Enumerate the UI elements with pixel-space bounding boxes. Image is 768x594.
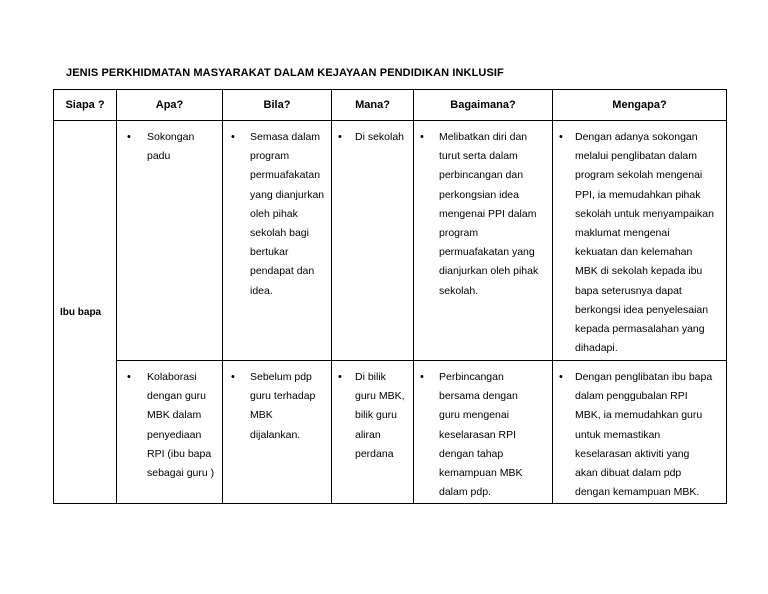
services-table bbox=[53, 89, 727, 504]
table-row bbox=[54, 121, 727, 361]
header-mengapa: Mengapa? bbox=[553, 90, 727, 121]
cell-text: Sokongan padu bbox=[147, 131, 195, 163]
cell-mengapa bbox=[553, 121, 727, 361]
document-title: JENIS PERKHIDMATAN MASYARAKAT DALAM KEJAYAAN PENDIDIKAN INKLUSIF bbox=[66, 67, 504, 79]
cell-text: Di sekolah bbox=[355, 131, 405, 143]
header-bila: Bila? bbox=[223, 90, 332, 121]
cell-apa bbox=[117, 361, 223, 504]
bullet-icon: • bbox=[127, 131, 131, 143]
cell-text: Sebelum pdp guru terhadap MBK dijalankan. bbox=[250, 371, 316, 441]
bullet-icon: • bbox=[231, 371, 235, 383]
header-bagaimana: Bagaimana? bbox=[414, 90, 553, 121]
bullet-icon: • bbox=[338, 131, 342, 143]
cell-bagaimana bbox=[414, 121, 553, 361]
cell-text: Semasa dalam program permuafakatan yang dianjurkan oleh pihak sekolah bagi bertukar pendapat dan idea. bbox=[250, 131, 325, 297]
cell-text: Dengan penglibatan ibu bapa dalam penggubalan RPI MBK, ia memudahkan guru untuk memastikan keselarasan aktiviti yang akan dibuat dalam pdp dengan kemampuan MBK. bbox=[575, 371, 713, 499]
bullet-icon: • bbox=[559, 131, 563, 143]
bullet-icon: • bbox=[231, 131, 235, 143]
cell-bila bbox=[223, 121, 332, 361]
cell-text: Dengan adanya sokongan melalui penglibatan dalam program sekolah mengenai PPI, ia memudahkan pihak sekolah untuk menyampaikan maklumat mengenai kekuatan dan kelemahan MBK di sekolah kepada ibu bapa seterusnya dapat berkongsi idea penyelesaian kepada permasalahan yang dihadapi. bbox=[575, 131, 714, 355]
header-apa: Apa? bbox=[117, 90, 223, 121]
cell-text: Perbincangan bersama dengan guru mengenai keselarasan RPI dengan tahap kemampuan MBK dalam pdp. bbox=[439, 371, 523, 499]
cell-text: Di bilik guru MBK, bilik guru aliran perdana bbox=[355, 371, 405, 460]
cell-apa bbox=[117, 121, 223, 361]
bullet-icon: • bbox=[338, 371, 342, 383]
bullet-icon: • bbox=[420, 131, 424, 143]
bullet-icon: • bbox=[559, 371, 563, 383]
cell-mana bbox=[332, 361, 414, 504]
table-row bbox=[54, 361, 727, 504]
cell-text: Melibatkan diri dan turut serta dalam perbincangan dan perkongsian idea mengenai PPI dalam program permuafakatan yang dianjurkan oleh pihak sekolah. bbox=[439, 131, 539, 297]
cell-text: Kolaborasi dengan guru MBK dalam penyediaan RPI (ibu bapa sebagai guru ) bbox=[147, 371, 215, 480]
cell-mengapa bbox=[553, 361, 727, 504]
bullet-icon: • bbox=[127, 371, 131, 383]
header-row bbox=[54, 90, 727, 121]
cell-bila bbox=[223, 361, 332, 504]
cell-mana bbox=[332, 121, 414, 361]
row-label-ibu-bapa: Ibu bapa bbox=[54, 121, 117, 504]
header-siapa: Siapa ? bbox=[54, 90, 117, 121]
cell-bagaimana bbox=[414, 361, 553, 504]
header-mana: Mana? bbox=[332, 90, 414, 121]
bullet-icon: • bbox=[420, 371, 424, 383]
